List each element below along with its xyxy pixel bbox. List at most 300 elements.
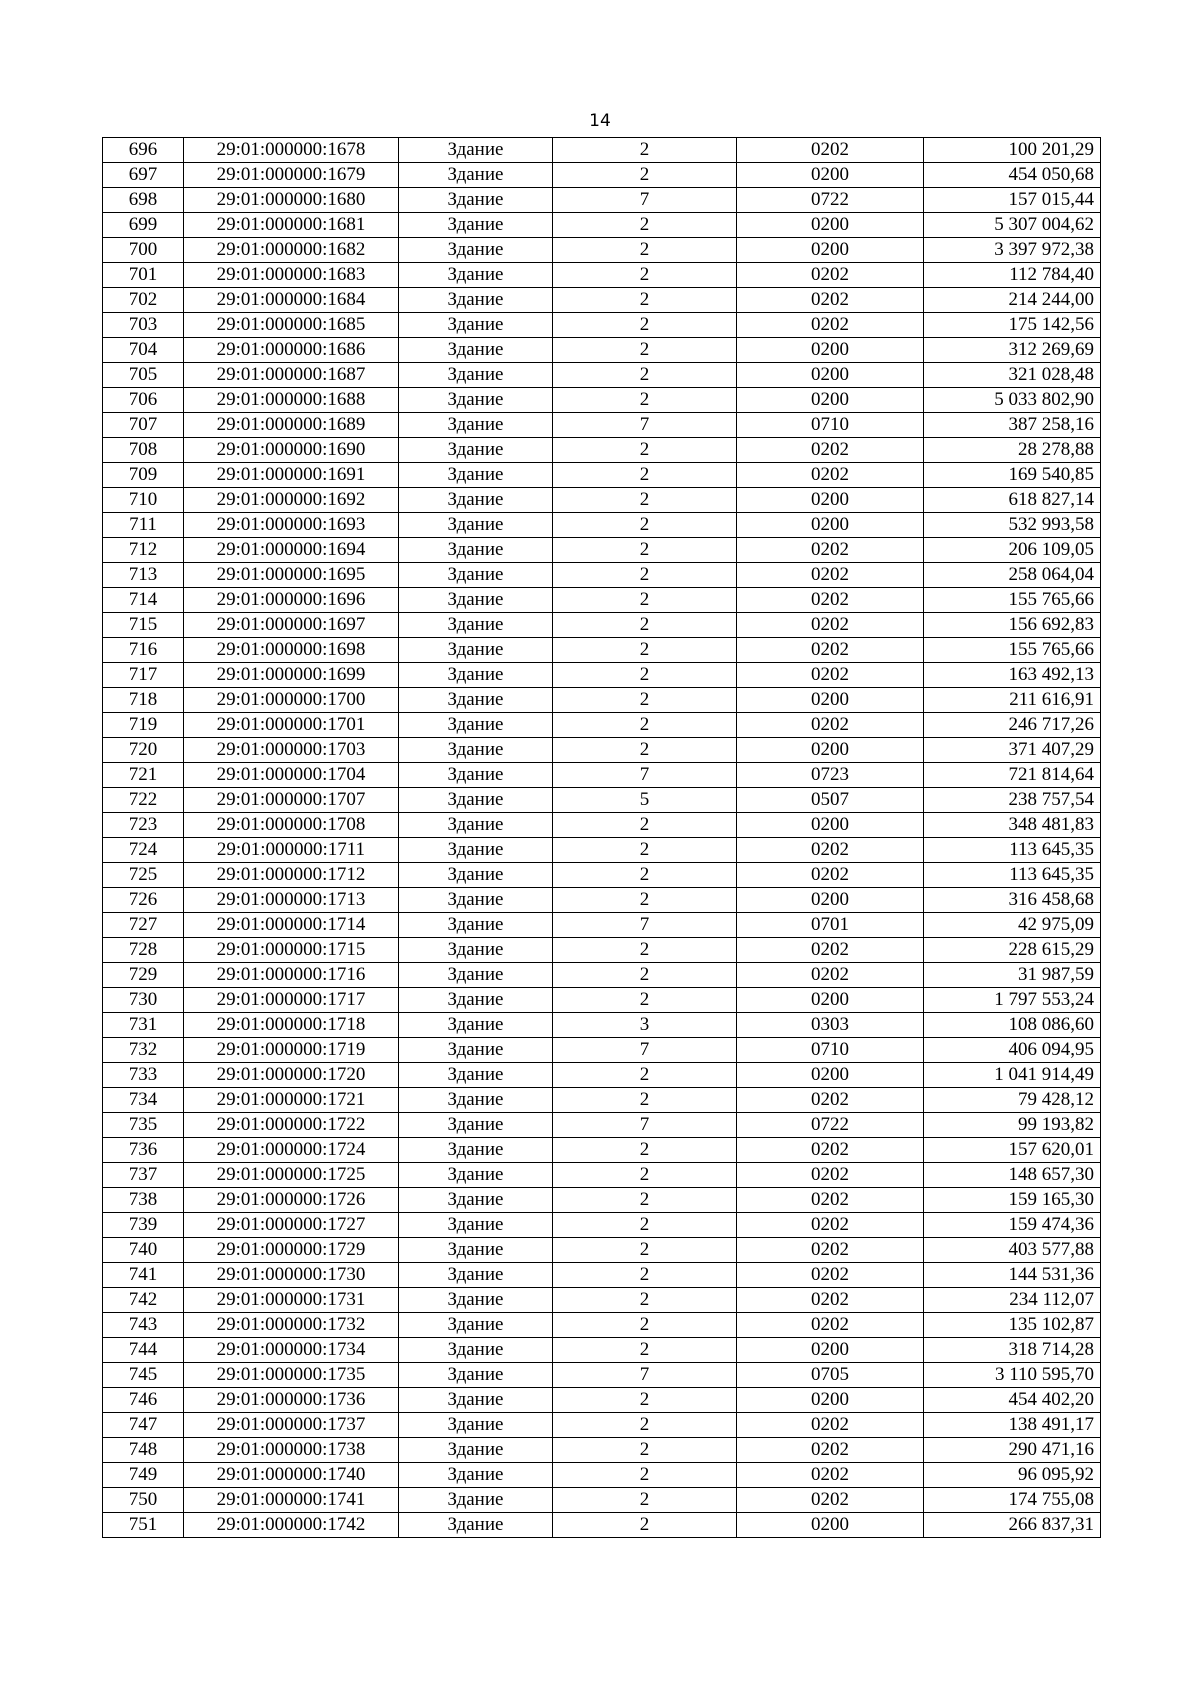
- cadastral-value-cell: 156 692,83: [924, 613, 1101, 638]
- table-row: [103, 1188, 1101, 1213]
- cadastral-number-cell: 29:01:000000:1700: [184, 688, 399, 713]
- row-number-cell: 750: [103, 1488, 184, 1513]
- subgroup-code-cell: 0200: [737, 213, 924, 238]
- cadastral-value-cell: 112 784,40: [924, 263, 1101, 288]
- object-type-cell: Здание: [399, 313, 553, 338]
- cadastral-value-cell: 403 577,88: [924, 1238, 1101, 1263]
- object-type-cell: Здание: [399, 938, 553, 963]
- row-number-cell: 723: [103, 813, 184, 838]
- subgroup-code-cell: 0710: [737, 413, 924, 438]
- group-cell: 2: [553, 838, 737, 863]
- cadastral-value-cell: 721 814,64: [924, 763, 1101, 788]
- subgroup-code-cell: 0202: [737, 1438, 924, 1463]
- table-row: [103, 388, 1101, 413]
- table-row: [103, 1413, 1101, 1438]
- row-number-cell: 736: [103, 1138, 184, 1163]
- row-number-cell: 701: [103, 263, 184, 288]
- subgroup-code-cell: 0202: [737, 1188, 924, 1213]
- subgroup-code-cell: 0701: [737, 913, 924, 938]
- group-cell: 2: [553, 1338, 737, 1363]
- group-cell: 2: [553, 963, 737, 988]
- subgroup-code-cell: 0202: [737, 863, 924, 888]
- subgroup-code-cell: 0202: [737, 1313, 924, 1338]
- group-cell: 2: [553, 1088, 737, 1113]
- group-cell: 2: [553, 1238, 737, 1263]
- cadastral-number-cell: 29:01:000000:1736: [184, 1388, 399, 1413]
- cadastral-number-cell: 29:01:000000:1696: [184, 588, 399, 613]
- cadastral-number-cell: 29:01:000000:1730: [184, 1263, 399, 1288]
- cadastral-number-cell: 29:01:000000:1711: [184, 838, 399, 863]
- group-cell: 2: [553, 163, 737, 188]
- table-row: [103, 538, 1101, 563]
- table-row: [103, 1288, 1101, 1313]
- object-type-cell: Здание: [399, 563, 553, 588]
- subgroup-code-cell: 0202: [737, 438, 924, 463]
- group-cell: 2: [553, 388, 737, 413]
- table-row: [103, 1438, 1101, 1463]
- object-type-cell: Здание: [399, 1188, 553, 1213]
- subgroup-code-cell: 0202: [737, 938, 924, 963]
- subgroup-code-cell: 0200: [737, 888, 924, 913]
- row-number-cell: 734: [103, 1088, 184, 1113]
- subgroup-code-cell: 0202: [737, 1163, 924, 1188]
- cadastral-number-cell: 29:01:000000:1688: [184, 388, 399, 413]
- cadastral-number-cell: 29:01:000000:1678: [184, 138, 399, 163]
- subgroup-code-cell: 0200: [737, 238, 924, 263]
- cadastral-value-cell: 174 755,08: [924, 1488, 1101, 1513]
- group-cell: 2: [553, 938, 737, 963]
- cadastral-number-cell: 29:01:000000:1689: [184, 413, 399, 438]
- object-type-cell: Здание: [399, 863, 553, 888]
- group-cell: 2: [553, 1388, 737, 1413]
- object-type-cell: Здание: [399, 1513, 553, 1538]
- subgroup-code-cell: 0200: [737, 488, 924, 513]
- table-row: [103, 913, 1101, 938]
- object-type-cell: Здание: [399, 713, 553, 738]
- subgroup-code-cell: 0202: [737, 1238, 924, 1263]
- cadastral-number-cell: 29:01:000000:1679: [184, 163, 399, 188]
- cadastral-number-cell: 29:01:000000:1693: [184, 513, 399, 538]
- table-row: [103, 363, 1101, 388]
- row-number-cell: 720: [103, 738, 184, 763]
- table-row: [103, 1338, 1101, 1363]
- cadastral-value-cell: 228 615,29: [924, 938, 1101, 963]
- table-row: [103, 1488, 1101, 1513]
- cadastral-value-cell: 246 717,26: [924, 713, 1101, 738]
- group-cell: 2: [553, 463, 737, 488]
- group-cell: 2: [553, 1263, 737, 1288]
- table-row: [103, 1138, 1101, 1163]
- table-row: [103, 1013, 1101, 1038]
- row-number-cell: 710: [103, 488, 184, 513]
- cadastral-value-cell: 155 765,66: [924, 638, 1101, 663]
- group-cell: 2: [553, 338, 737, 363]
- cadastral-number-cell: 29:01:000000:1715: [184, 938, 399, 963]
- object-type-cell: Здание: [399, 1063, 553, 1088]
- cadastral-value-cell: 258 064,04: [924, 563, 1101, 588]
- cadastral-value-cell: 144 531,36: [924, 1263, 1101, 1288]
- subgroup-code-cell: 0202: [737, 1288, 924, 1313]
- subgroup-code-cell: 0202: [737, 1413, 924, 1438]
- object-type-cell: Здание: [399, 788, 553, 813]
- cadastral-number-cell: 29:01:000000:1694: [184, 538, 399, 563]
- row-number-cell: 751: [103, 1513, 184, 1538]
- cadastral-value-cell: 618 827,14: [924, 488, 1101, 513]
- object-type-cell: Здание: [399, 288, 553, 313]
- subgroup-code-cell: 0200: [737, 1388, 924, 1413]
- subgroup-code-cell: 0202: [737, 138, 924, 163]
- table-row: [103, 1213, 1101, 1238]
- group-cell: 2: [553, 613, 737, 638]
- group-cell: 2: [553, 863, 737, 888]
- object-type-cell: Здание: [399, 1013, 553, 1038]
- row-number-cell: 718: [103, 688, 184, 713]
- cadastral-value-cell: 454 402,20: [924, 1388, 1101, 1413]
- table-row: [103, 1063, 1101, 1088]
- row-number-cell: 740: [103, 1238, 184, 1263]
- cadastral-number-cell: 29:01:000000:1741: [184, 1488, 399, 1513]
- row-number-cell: 749: [103, 1463, 184, 1488]
- cadastral-value-cell: 266 837,31: [924, 1513, 1101, 1538]
- cadastral-number-cell: 29:01:000000:1707: [184, 788, 399, 813]
- table-row: [103, 763, 1101, 788]
- table-row: [103, 313, 1101, 338]
- subgroup-code-cell: 0202: [737, 663, 924, 688]
- subgroup-code-cell: 0202: [737, 588, 924, 613]
- cadastral-value-cell: 113 645,35: [924, 838, 1101, 863]
- table-row: [103, 563, 1101, 588]
- object-type-cell: Здание: [399, 413, 553, 438]
- object-type-cell: Здание: [399, 1038, 553, 1063]
- cadastral-number-cell: 29:01:000000:1738: [184, 1438, 399, 1463]
- cadastral-value-cell: 5 033 802,90: [924, 388, 1101, 413]
- object-type-cell: Здание: [399, 263, 553, 288]
- row-number-cell: 743: [103, 1313, 184, 1338]
- table-row: [103, 688, 1101, 713]
- cadastral-number-cell: 29:01:000000:1686: [184, 338, 399, 363]
- cadastral-value-cell: 5 307 004,62: [924, 213, 1101, 238]
- group-cell: 2: [553, 1288, 737, 1313]
- cadastral-number-cell: 29:01:000000:1729: [184, 1238, 399, 1263]
- cadastral-value-cell: 28 278,88: [924, 438, 1101, 463]
- group-cell: 2: [553, 288, 737, 313]
- cadastral-value-cell: 214 244,00: [924, 288, 1101, 313]
- cadastral-number-cell: 29:01:000000:1697: [184, 613, 399, 638]
- group-cell: 2: [553, 488, 737, 513]
- subgroup-code-cell: 0202: [737, 713, 924, 738]
- group-cell: 2: [553, 813, 737, 838]
- table-row: [103, 588, 1101, 613]
- page-number: 14: [589, 111, 611, 131]
- subgroup-code-cell: 0202: [737, 1488, 924, 1513]
- group-cell: 2: [553, 563, 737, 588]
- subgroup-code-cell: 0200: [737, 163, 924, 188]
- group-cell: 7: [553, 913, 737, 938]
- group-cell: 2: [553, 638, 737, 663]
- group-cell: 2: [553, 313, 737, 338]
- table-row: [103, 1238, 1101, 1263]
- subgroup-code-cell: 0202: [737, 1213, 924, 1238]
- cadastral-number-cell: 29:01:000000:1720: [184, 1063, 399, 1088]
- cadastral-value-cell: 99 193,82: [924, 1113, 1101, 1138]
- group-cell: 3: [553, 1013, 737, 1038]
- cadastral-value-cell: 387 258,16: [924, 413, 1101, 438]
- object-type-cell: Здание: [399, 238, 553, 263]
- row-number-cell: 706: [103, 388, 184, 413]
- row-number-cell: 707: [103, 413, 184, 438]
- subgroup-code-cell: 0202: [737, 538, 924, 563]
- table-row: [103, 838, 1101, 863]
- object-type-cell: Здание: [399, 663, 553, 688]
- group-cell: 7: [553, 1113, 737, 1138]
- subgroup-code-cell: 0723: [737, 763, 924, 788]
- subgroup-code-cell: 0200: [737, 363, 924, 388]
- row-number-cell: 748: [103, 1438, 184, 1463]
- subgroup-code-cell: 0200: [737, 1513, 924, 1538]
- table-row: [103, 888, 1101, 913]
- group-cell: 7: [553, 1038, 737, 1063]
- cadastral-value-cell: 1 797 553,24: [924, 988, 1101, 1013]
- cadastral-value-cell: 157 015,44: [924, 188, 1101, 213]
- cadastral-value-cell: 234 112,07: [924, 1288, 1101, 1313]
- row-number-cell: 722: [103, 788, 184, 813]
- object-type-cell: Здание: [399, 163, 553, 188]
- object-type-cell: Здание: [399, 1338, 553, 1363]
- row-number-cell: 724: [103, 838, 184, 863]
- cadastral-value-cell: 96 095,92: [924, 1463, 1101, 1488]
- row-number-cell: 712: [103, 538, 184, 563]
- cadastral-value-cell: 316 458,68: [924, 888, 1101, 913]
- table-row: [103, 813, 1101, 838]
- cadastral-value-cell: 138 491,17: [924, 1413, 1101, 1438]
- cadastral-number-cell: 29:01:000000:1695: [184, 563, 399, 588]
- cadastral-number-cell: 29:01:000000:1712: [184, 863, 399, 888]
- cadastral-value-cell: 108 086,60: [924, 1013, 1101, 1038]
- group-cell: 2: [553, 213, 737, 238]
- cadastral-value-cell: 157 620,01: [924, 1138, 1101, 1163]
- table-row: [103, 1463, 1101, 1488]
- object-type-cell: Здание: [399, 1438, 553, 1463]
- cadastral-number-cell: 29:01:000000:1704: [184, 763, 399, 788]
- row-number-cell: 713: [103, 563, 184, 588]
- cadastral-value-cell: 175 142,56: [924, 313, 1101, 338]
- object-type-cell: Здание: [399, 513, 553, 538]
- cadastral-number-cell: 29:01:000000:1717: [184, 988, 399, 1013]
- table-row: [103, 1313, 1101, 1338]
- cadastral-value-cell: 148 657,30: [924, 1163, 1101, 1188]
- cadastral-number-cell: 29:01:000000:1724: [184, 1138, 399, 1163]
- cadastral-number-cell: 29:01:000000:1680: [184, 188, 399, 213]
- group-cell: 5: [553, 788, 737, 813]
- object-type-cell: Здание: [399, 363, 553, 388]
- table-row: [103, 663, 1101, 688]
- subgroup-code-cell: 0200: [737, 388, 924, 413]
- object-type-cell: Здание: [399, 1088, 553, 1113]
- subgroup-code-cell: 0202: [737, 613, 924, 638]
- cadastral-value-cell: 321 028,48: [924, 363, 1101, 388]
- group-cell: 2: [553, 688, 737, 713]
- row-number-cell: 714: [103, 588, 184, 613]
- table-row: [103, 1513, 1101, 1538]
- subgroup-code-cell: 0202: [737, 313, 924, 338]
- table-row: [103, 638, 1101, 663]
- object-type-cell: Здание: [399, 888, 553, 913]
- cadastral-registry-table: [102, 137, 1101, 1538]
- row-number-cell: 744: [103, 1338, 184, 1363]
- subgroup-code-cell: 0507: [737, 788, 924, 813]
- row-number-cell: 711: [103, 513, 184, 538]
- object-type-cell: Здание: [399, 963, 553, 988]
- group-cell: 2: [553, 1413, 737, 1438]
- object-type-cell: Здание: [399, 1113, 553, 1138]
- table-row: [103, 163, 1101, 188]
- subgroup-code-cell: 0303: [737, 1013, 924, 1038]
- object-type-cell: Здание: [399, 1463, 553, 1488]
- object-type-cell: Здание: [399, 213, 553, 238]
- cadastral-value-cell: 406 094,95: [924, 1038, 1101, 1063]
- table-row: [103, 338, 1101, 363]
- table-row: [103, 1163, 1101, 1188]
- cadastral-value-cell: 79 428,12: [924, 1088, 1101, 1113]
- table-row: [103, 213, 1101, 238]
- group-cell: 7: [553, 1363, 737, 1388]
- group-cell: 2: [553, 1188, 737, 1213]
- group-cell: 2: [553, 1513, 737, 1538]
- object-type-cell: Здание: [399, 588, 553, 613]
- subgroup-code-cell: 0202: [737, 288, 924, 313]
- row-number-cell: 732: [103, 1038, 184, 1063]
- cadastral-value-cell: 371 407,29: [924, 738, 1101, 763]
- table-row: [103, 138, 1101, 163]
- cadastral-number-cell: 29:01:000000:1725: [184, 1163, 399, 1188]
- cadastral-value-cell: 169 540,85: [924, 463, 1101, 488]
- object-type-cell: Здание: [399, 463, 553, 488]
- object-type-cell: Здание: [399, 1288, 553, 1313]
- table-row: [103, 863, 1101, 888]
- row-number-cell: 730: [103, 988, 184, 1013]
- cadastral-value-cell: 159 474,36: [924, 1213, 1101, 1238]
- cadastral-number-cell: 29:01:000000:1683: [184, 263, 399, 288]
- cadastral-number-cell: 29:01:000000:1708: [184, 813, 399, 838]
- cadastral-value-cell: 348 481,83: [924, 813, 1101, 838]
- cadastral-number-cell: 29:01:000000:1732: [184, 1313, 399, 1338]
- cadastral-number-cell: 29:01:000000:1713: [184, 888, 399, 913]
- subgroup-code-cell: 0202: [737, 463, 924, 488]
- object-type-cell: Здание: [399, 438, 553, 463]
- subgroup-code-cell: 0200: [737, 1338, 924, 1363]
- row-number-cell: 738: [103, 1188, 184, 1213]
- subgroup-code-cell: 0200: [737, 338, 924, 363]
- table-row: [103, 1388, 1101, 1413]
- table-row: [103, 738, 1101, 763]
- subgroup-code-cell: 0710: [737, 1038, 924, 1063]
- group-cell: 2: [553, 538, 737, 563]
- group-cell: 2: [553, 1488, 737, 1513]
- cadastral-number-cell: 29:01:000000:1703: [184, 738, 399, 763]
- row-number-cell: 735: [103, 1113, 184, 1138]
- cadastral-number-cell: 29:01:000000:1701: [184, 713, 399, 738]
- object-type-cell: Здание: [399, 988, 553, 1013]
- table-row: [103, 938, 1101, 963]
- subgroup-code-cell: 0200: [737, 813, 924, 838]
- table-row: [103, 713, 1101, 738]
- cadastral-number-cell: 29:01:000000:1731: [184, 1288, 399, 1313]
- group-cell: 2: [553, 438, 737, 463]
- table-row: [103, 1263, 1101, 1288]
- group-cell: 2: [553, 238, 737, 263]
- object-type-cell: Здание: [399, 763, 553, 788]
- row-number-cell: 746: [103, 1388, 184, 1413]
- group-cell: 2: [553, 1138, 737, 1163]
- cadastral-number-cell: 29:01:000000:1698: [184, 638, 399, 663]
- subgroup-code-cell: 0722: [737, 188, 924, 213]
- object-type-cell: Здание: [399, 1363, 553, 1388]
- cadastral-number-cell: 29:01:000000:1721: [184, 1088, 399, 1113]
- row-number-cell: 700: [103, 238, 184, 263]
- row-number-cell: 737: [103, 1163, 184, 1188]
- group-cell: 2: [553, 363, 737, 388]
- table-row: [103, 1363, 1101, 1388]
- subgroup-code-cell: 0200: [737, 738, 924, 763]
- object-type-cell: Здание: [399, 838, 553, 863]
- object-type-cell: Здание: [399, 813, 553, 838]
- cadastral-value-cell: 113 645,35: [924, 863, 1101, 888]
- cadastral-number-cell: 29:01:000000:1719: [184, 1038, 399, 1063]
- object-type-cell: Здание: [399, 1213, 553, 1238]
- cadastral-number-cell: 29:01:000000:1714: [184, 913, 399, 938]
- row-number-cell: 728: [103, 938, 184, 963]
- cadastral-number-cell: 29:01:000000:1737: [184, 1413, 399, 1438]
- cadastral-value-cell: 159 165,30: [924, 1188, 1101, 1213]
- row-number-cell: 696: [103, 138, 184, 163]
- cadastral-number-cell: 29:01:000000:1718: [184, 1013, 399, 1038]
- cadastral-value-cell: 532 993,58: [924, 513, 1101, 538]
- table-row: [103, 438, 1101, 463]
- cadastral-number-cell: 29:01:000000:1716: [184, 963, 399, 988]
- cadastral-value-cell: 3 397 972,38: [924, 238, 1101, 263]
- subgroup-code-cell: 0200: [737, 513, 924, 538]
- subgroup-code-cell: 0200: [737, 1063, 924, 1088]
- cadastral-number-cell: 29:01:000000:1691: [184, 463, 399, 488]
- cadastral-value-cell: 31 987,59: [924, 963, 1101, 988]
- table-row: [103, 613, 1101, 638]
- cadastral-number-cell: 29:01:000000:1682: [184, 238, 399, 263]
- row-number-cell: 704: [103, 338, 184, 363]
- row-number-cell: 702: [103, 288, 184, 313]
- row-number-cell: 717: [103, 663, 184, 688]
- cadastral-number-cell: 29:01:000000:1735: [184, 1363, 399, 1388]
- group-cell: 2: [553, 1063, 737, 1088]
- cadastral-value-cell: 42 975,09: [924, 913, 1101, 938]
- cadastral-number-cell: 29:01:000000:1687: [184, 363, 399, 388]
- row-number-cell: 731: [103, 1013, 184, 1038]
- row-number-cell: 739: [103, 1213, 184, 1238]
- group-cell: 2: [553, 513, 737, 538]
- cadastral-number-cell: 29:01:000000:1690: [184, 438, 399, 463]
- cadastral-value-cell: 206 109,05: [924, 538, 1101, 563]
- subgroup-code-cell: 0202: [737, 838, 924, 863]
- cadastral-number-cell: 29:01:000000:1699: [184, 663, 399, 688]
- object-type-cell: Здание: [399, 1238, 553, 1263]
- row-number-cell: 705: [103, 363, 184, 388]
- cadastral-number-cell: 29:01:000000:1722: [184, 1113, 399, 1138]
- cadastral-number-cell: 29:01:000000:1681: [184, 213, 399, 238]
- group-cell: 2: [553, 988, 737, 1013]
- group-cell: 2: [553, 1163, 737, 1188]
- group-cell: 2: [553, 738, 737, 763]
- group-cell: 2: [553, 588, 737, 613]
- cadastral-value-cell: 312 269,69: [924, 338, 1101, 363]
